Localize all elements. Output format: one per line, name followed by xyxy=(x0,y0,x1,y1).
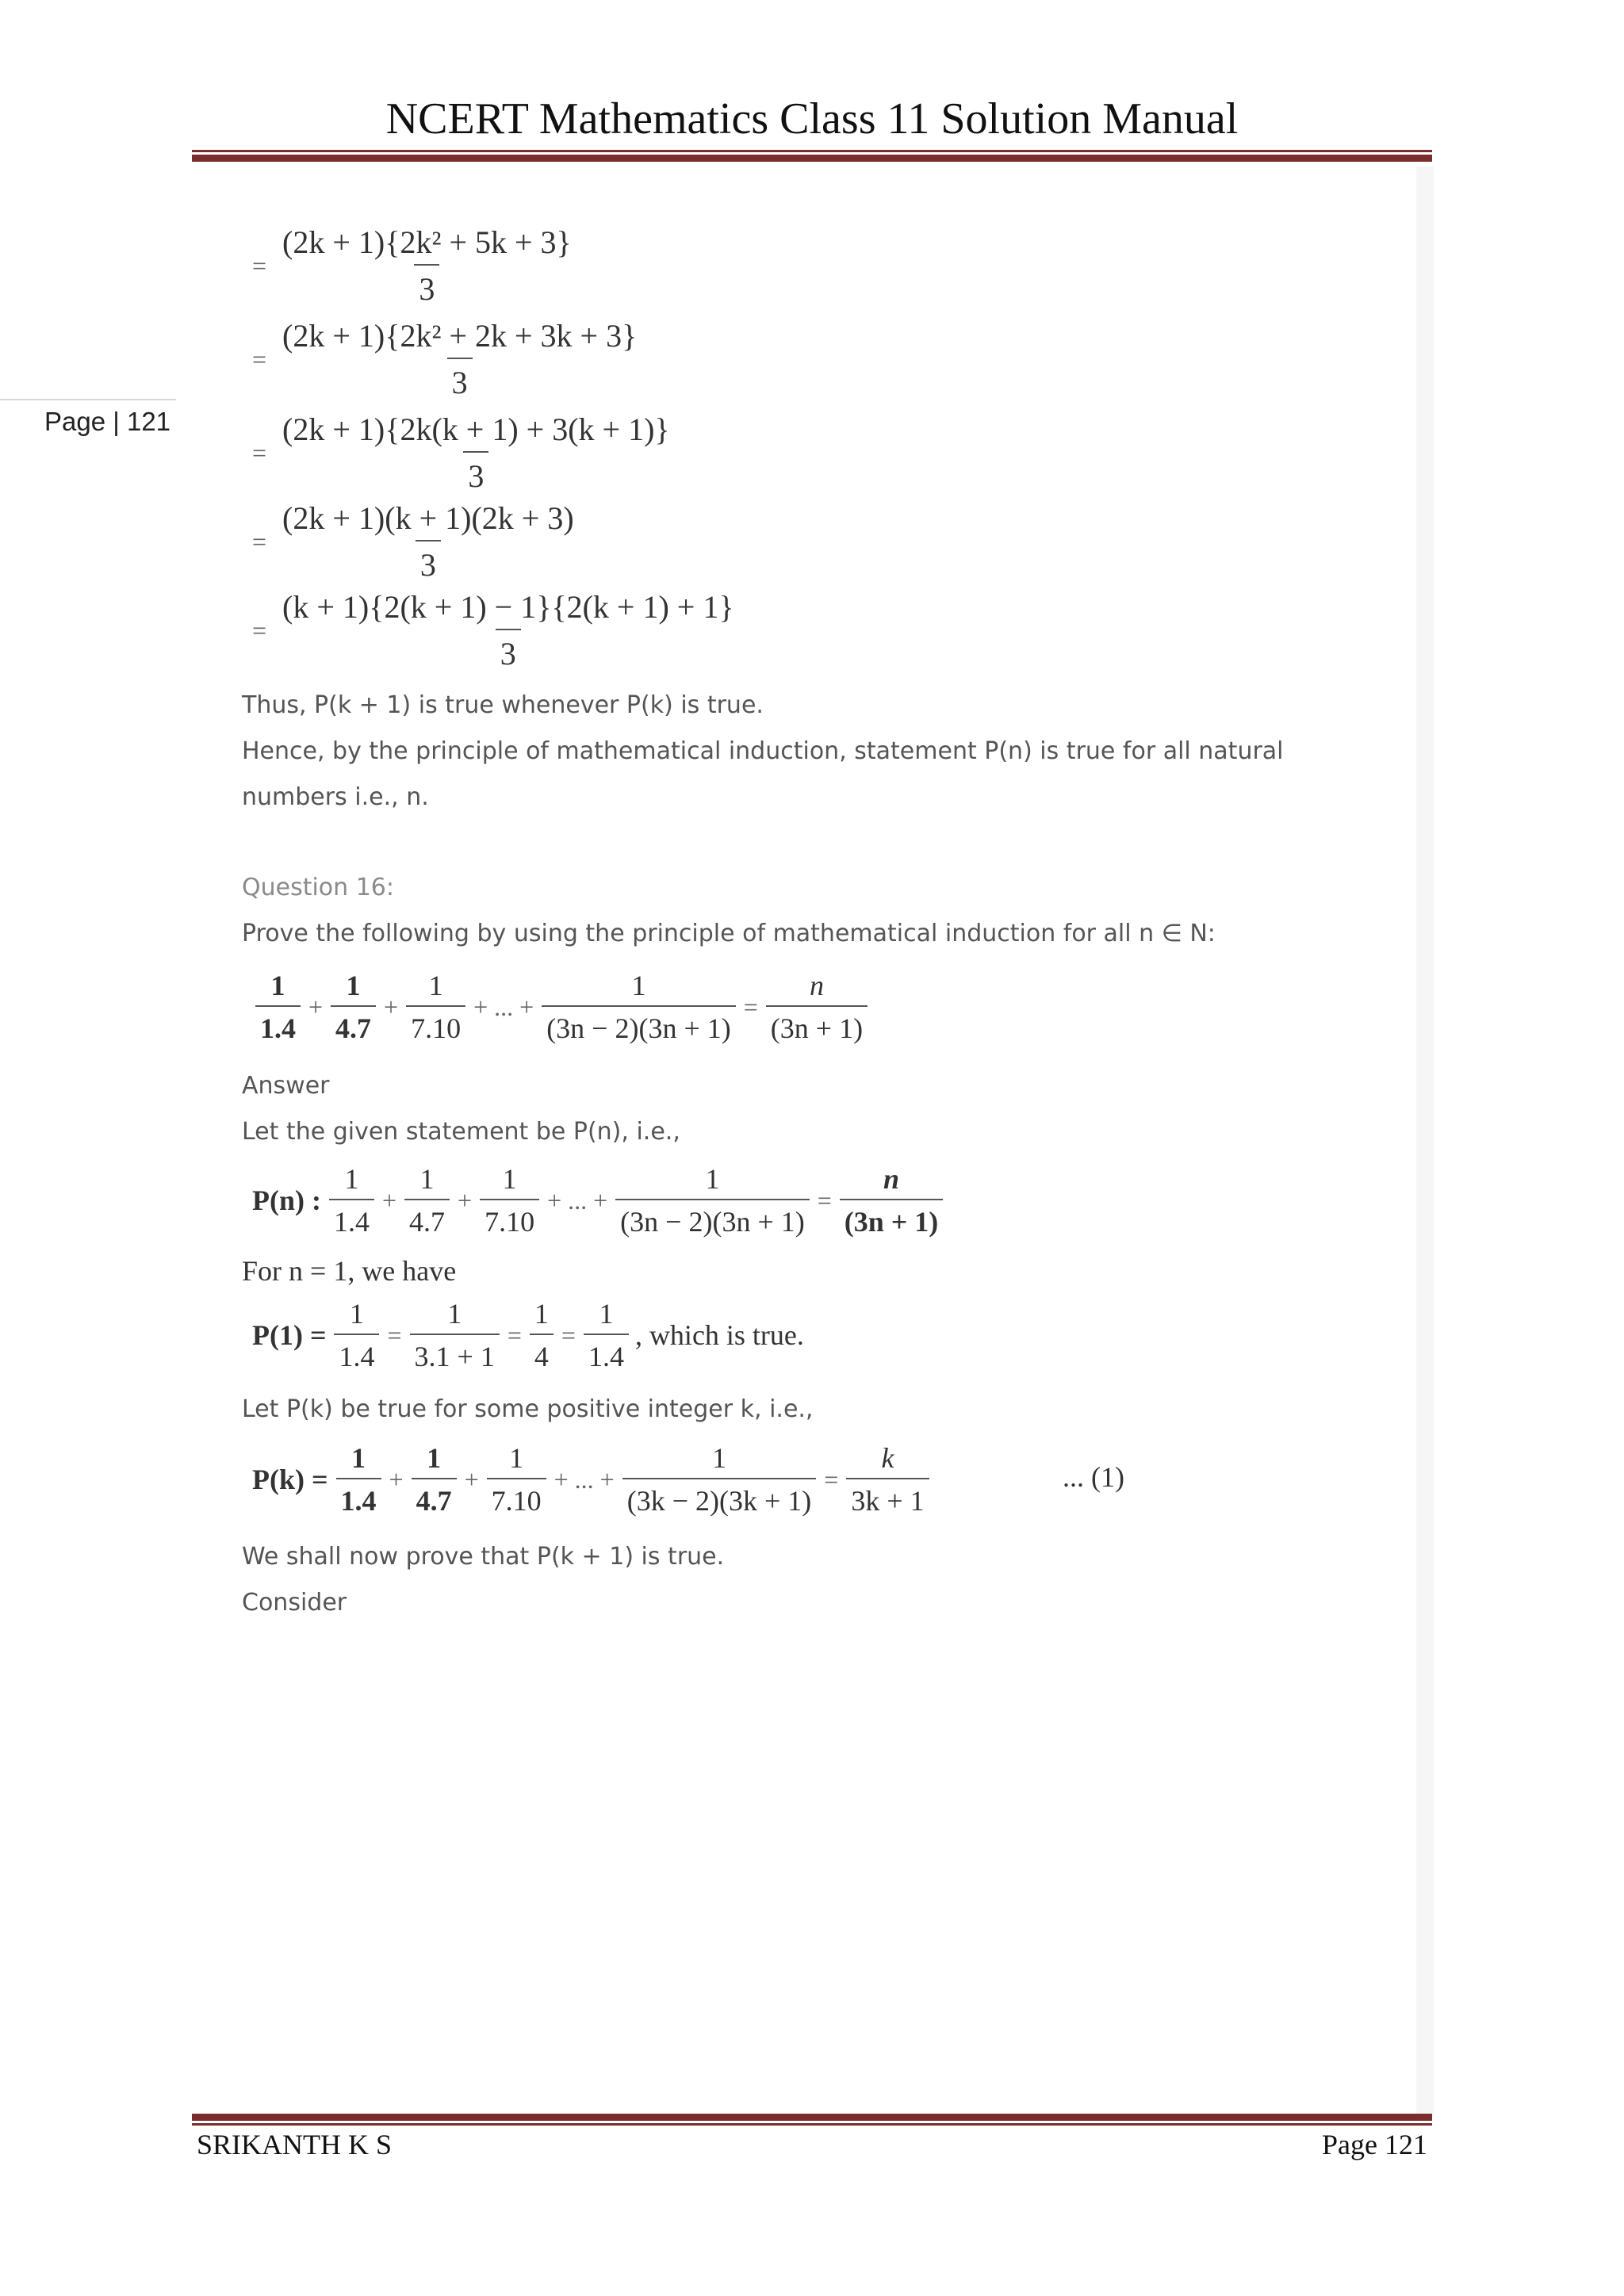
header-rule-thick xyxy=(192,155,1432,162)
let-pk-line: Let P(k) be true for some positive integer k, i.e., xyxy=(242,1395,814,1423)
for-n1-line: For n = 1, we have xyxy=(242,1255,457,1287)
question-series-equation: $\frac{1}{1.4}$ + $\frac{1}{4.7}$ + $\frac{1}{7.10}$ + ... + $\frac{1}{(3n - 2)(3n + 1)}$ = $\frac{n}{(3n + 1)}$ xyxy=(252,969,871,1045)
hence-line-1: Hence, by the principle of mathematical induction, statement P(n) is true for all natural xyxy=(242,737,1284,765)
footer-rule-thick xyxy=(192,2114,1432,2121)
margin-page-label: Page | 121 xyxy=(44,407,171,436)
thus-line: Thus, P(k + 1) is true whenever P(k) is true. xyxy=(242,691,764,719)
hence-line-2: numbers i.e., n. xyxy=(242,783,429,811)
step-equation-5: = $\frac{(k + 1)\{2(k + 1) - 1\}\{2(k + 1) + 1\}}{3}$ xyxy=(252,589,734,672)
shall-prove-line: We shall now prove that P(k + 1) is true. xyxy=(242,1543,725,1571)
pk-equation: P(k) = $\frac{1}{1.4}$ + $\frac{1}{4.7}$ + $\frac{1}{7.10}$ + ... + $\frac{1}{(3k - 2)(3k + 1)}$ = $\frac{k}{3k + 1}$ xyxy=(252,1441,933,1517)
margin-divider xyxy=(0,399,176,400)
question-heading: Question 16: xyxy=(242,874,394,901)
footer-rule-thin xyxy=(192,2123,1432,2126)
footer-page-number: Page 121 xyxy=(1322,2129,1427,2160)
equation-tag-1: ... (1) xyxy=(1063,1461,1124,1493)
question-statement: Prove the following by using the principle of mathematical induction for all n ∈ N: xyxy=(242,920,1216,947)
content-edge-shade xyxy=(1416,166,1434,2117)
footer-author: SRIKANTH K S xyxy=(197,2129,393,2160)
step-equation-2: = $\frac{\text{(2k + 1)\{2k² + 2k + 3k + 3\}}}{3}$ xyxy=(252,318,638,400)
document-title: NCERT Mathematics Class 11 Solution Manual xyxy=(385,94,1239,144)
header-rule-thin xyxy=(192,150,1432,152)
answer-label: Answer xyxy=(242,1072,330,1100)
p1-equation: P(1) = $\frac{1}{1.4}$ = $\frac{1}{3.1 + 1}$ = $\frac{1}{4}$ = $\frac{1}{1.4}$ , which is true. xyxy=(252,1298,804,1372)
step-equation-3: = $\frac{(2k + 1)\{2k(k + 1) + 3(k + 1)\}}{3}$ xyxy=(252,411,670,494)
let-given-line: Let the given statement be P(n), i.e., xyxy=(242,1118,680,1146)
pn-equation: P(n) : $\frac{1}{1.4}$ + $\frac{1}{4.7}$ + $\frac{1}{7.10}$ + ... + $\frac{1}{(3n - 2)(3n + 1)}$ = $\frac{n}{(3n + 1)}$ xyxy=(252,1162,946,1238)
step-equation-1: = $\frac{\text{(2k + 1)\{2k² + 5k + 3\}}}{3}$ xyxy=(252,224,572,307)
step-equation-4: = $\frac{(2k + 1)(k + 1)(2k + 3)}{3}$ xyxy=(252,500,574,583)
consider-line: Consider xyxy=(242,1589,347,1617)
